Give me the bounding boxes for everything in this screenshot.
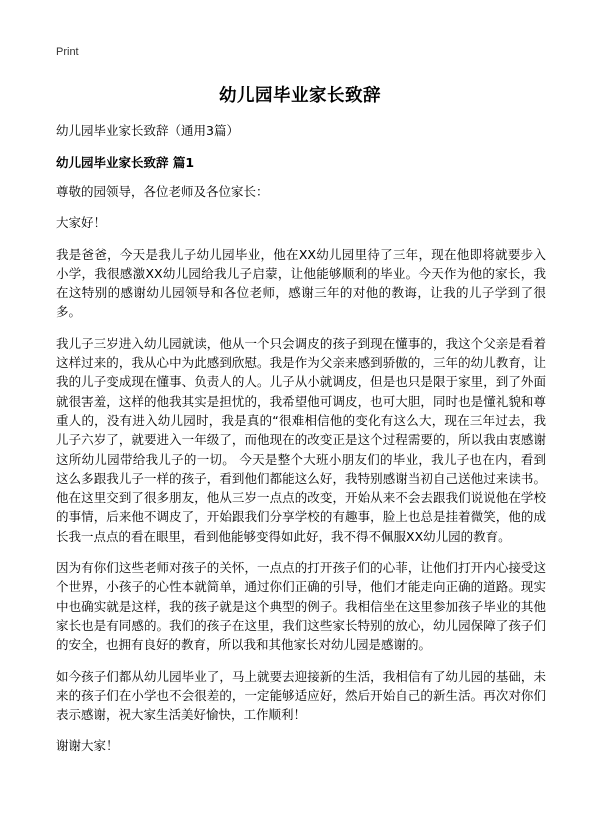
document-body: [56, 182, 546, 768]
section-heading: 幼儿园毕业家长致辞 篇1: [56, 155, 195, 170]
paragraph-4: 如今孩子们都从幼儿园毕业了，马上就要去迎接新的生活，我相信有了幼儿园的基础，未来的孩子们在小学也不会很差的，一定能够适应好，然后开始自己的新生活。再次对你们表示感谢，祝大家生活美好愉快，工作顺利！: [56, 668, 546, 723]
print-label: Print: [56, 46, 79, 58]
greeting: 大家好！: [56, 215, 107, 231]
closing: 谢谢大家！: [56, 738, 119, 754]
paragraph-3: 因为有你们这些老师对孩子的关怀，一点点的打开孩子们的心菲，让他们打开内心接受这个世界，小孩子的心性本就简单，通过你们正确的引导，他们才能走向正确的道路。现实中也确实就是这样，我的孩子就是这个典型的例子。我相信坐在这里参加孩子毕业的其他家长也是有同感的。我们的孩子在这里，我们这些家长特别的放心，幼儿园保障了孩子们的安全，也拥有良好的教育，所以我和其他家长对幼儿园是感谢的。: [56, 560, 546, 653]
document-subtitle: 幼儿园毕业家长致辞（通用3篇）: [56, 123, 239, 138]
paragraph-1: 我是爸爸，今天是我儿子幼儿园毕业，他在XX幼儿园里待了三年，现在他即将就要步入小学，我很感激XX幼儿园给我儿子启蒙，让他能够顺利的毕业。今天作为他的家长，我在这特别的感谢幼儿园领导和各位老师，感谢三年的对他的教诲，让我的儿子学到了很多。: [56, 246, 546, 320]
paragraph-2: 我儿子三岁进入幼儿园就读，他从一个只会调皮的孩子到现在懂事的，我这个父亲是看着这样过来的，我从心中为此感到欣慰。我是作为父亲来感到骄傲的，三年的幼儿教育，让我的儿子变成现在懂事、负责人的人。儿子从小就调皮，但是也只是限于家里，到了外面就很害羞，这样的他我其实是担忧的，我希望他可调皮，也可大胆，同时也是懂礼貌和尊重人的，没有进入幼儿园时，我是真的“很难相信他的变化有这么大，现在三年过去，我儿子六岁了，就要进入一年级了，而他现在的改变正是这个过程需要的，所以我由衷感谢这所幼儿园带给我儿子的一切。 今天是整个大班小朋友们的毕业，我儿子也在内，看到这么多跟我儿子一样的孩子，看到他们都能这么好，我特别感谢当初自己送他过来读书。他在这里交到了很多朋友，他从三岁一点点的改变，开始从来不会去跟我们说说他在学校的事情，后来他不调皮了，开始跟我们分享学校的有趣事，脸上也总是挂着微笑，他的成长我一点点的看在眼里，看到他能够变得如此好，我不得不佩服XX幼儿园的教育。: [56, 335, 546, 544]
page-title: 幼儿园毕业家长致辞: [219, 86, 381, 106]
salutation: 尊敬的园领导，各位老师及各位家长：: [56, 184, 269, 199]
